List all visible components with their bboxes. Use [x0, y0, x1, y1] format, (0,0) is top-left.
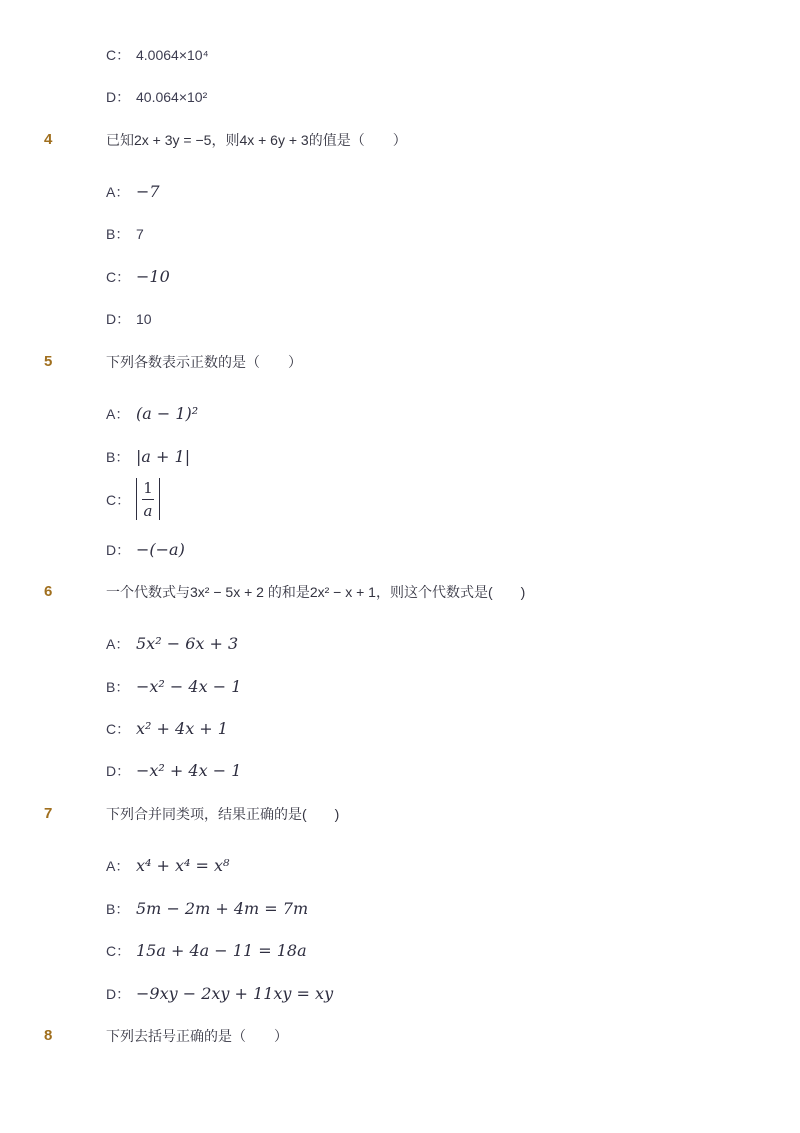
question-5 [0, 347, 800, 377]
option-letter: C： [106, 721, 131, 737]
option-value: −x² − 4x − 1 [136, 677, 242, 696]
question-stem: 已知2x + 3y = −5，则4x + 6y + 3的值是（ ） [106, 132, 407, 148]
question-8 [0, 1021, 800, 1051]
option-value: −x² + 4x − 1 [136, 761, 242, 780]
abs-bar-right [159, 478, 160, 520]
q6-option-b[interactable] [0, 672, 800, 702]
option-letter: D： [106, 763, 131, 779]
option-letter: C： [106, 47, 131, 63]
option-value: 4.0064×10⁴ [136, 47, 209, 63]
question-stem: 一个代数式与3x² − 5x + 2 的和是2x² − x + 1，则这个代数式是( ) [106, 584, 526, 600]
question-number: 4 [44, 131, 53, 148]
option-letter: D： [106, 89, 131, 105]
option-letter: B： [106, 679, 130, 695]
question-number: 7 [44, 805, 53, 822]
question-7 [0, 799, 800, 829]
question-4 [0, 125, 800, 155]
q6-option-c[interactable] [0, 714, 800, 744]
q4-option-b[interactable] [0, 219, 800, 249]
option-letter: B： [106, 449, 130, 465]
question-stem: 下列去括号正确的是（ ） [106, 1028, 288, 1044]
option-value-fraction [136, 476, 160, 522]
question-number: 8 [44, 1027, 53, 1044]
option-value: −10 [136, 267, 170, 286]
q7-option-d[interactable] [0, 979, 800, 1009]
option-value: |a + 1| [136, 447, 191, 466]
question-stem: 下列各数表示正数的是（ ） [106, 354, 302, 370]
option-letter: D： [106, 311, 131, 327]
fraction-denominator: a [143, 501, 153, 520]
q3-option-d[interactable] [0, 82, 800, 112]
q5-option-b[interactable] [0, 442, 800, 472]
option-letter: A： [106, 406, 130, 422]
q7-option-c[interactable] [0, 936, 800, 966]
q4-option-c[interactable] [0, 262, 800, 292]
option-letter: D： [106, 542, 131, 558]
option-value: 15a + 4a − 11 = 18a [136, 941, 307, 960]
question-stem: 下列合并同类项，结果正确的是( ) [106, 806, 340, 822]
option-letter: D： [106, 986, 131, 1002]
fraction-line [142, 499, 154, 500]
q6-option-d[interactable] [0, 756, 800, 786]
option-value: 40.064×10² [136, 89, 208, 105]
q5-option-c[interactable] [0, 478, 800, 520]
option-value: 7 [136, 226, 144, 242]
option-value: x² + 4x + 1 [136, 719, 228, 738]
option-value: −(−a) [136, 540, 185, 559]
option-value: 5x² − 6x + 3 [136, 634, 239, 653]
fraction [142, 479, 154, 520]
option-letter: A： [106, 858, 130, 874]
question-number: 5 [44, 353, 53, 370]
q7-option-a[interactable] [0, 851, 800, 881]
q4-option-d[interactable] [0, 304, 800, 334]
q5-option-d[interactable] [0, 535, 800, 565]
q7-option-b[interactable] [0, 894, 800, 924]
option-value: x⁴ + x⁴ = x⁸ [136, 856, 230, 875]
option-value: (a − 1)² [136, 404, 199, 423]
question-number: 6 [44, 583, 53, 600]
option-letter: C： [106, 269, 131, 285]
option-value: −9xy − 2xy + 11xy = xy [136, 984, 334, 1003]
q6-option-a[interactable] [0, 629, 800, 659]
option-value: 5m − 2m + 4m = 7m [136, 899, 309, 918]
option-letter: A： [106, 636, 130, 652]
option-value: −7 [136, 182, 160, 201]
abs-bar-left [136, 478, 137, 520]
option-letter: C： [106, 943, 131, 959]
option-value: 10 [136, 311, 152, 327]
option-letter: A： [106, 184, 130, 200]
option-letter: C： [106, 492, 131, 508]
q4-option-a[interactable] [0, 177, 800, 207]
option-letter: B： [106, 901, 130, 917]
fraction-numerator: 1 [143, 478, 153, 497]
q5-option-a[interactable] [0, 399, 800, 429]
question-6 [0, 577, 800, 607]
option-letter: B： [106, 226, 130, 242]
q3-option-c[interactable] [0, 40, 800, 70]
